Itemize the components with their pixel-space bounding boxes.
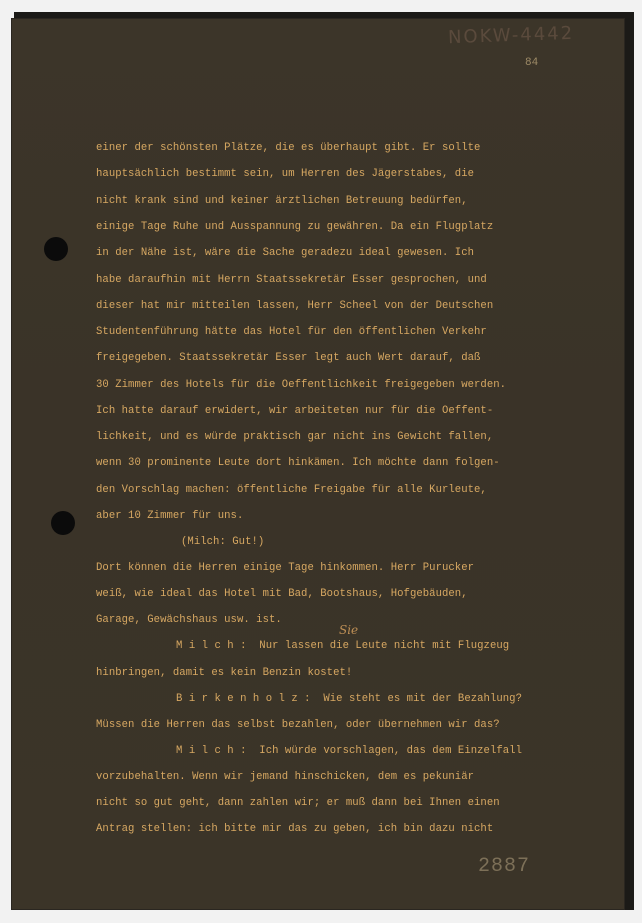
punch-hole-bottom <box>51 511 75 535</box>
text-line: B i r k e n h o l z : Wie steht es mit der Bezahlung? <box>176 693 522 705</box>
text-line: M i l c h : Nur lassen die Leute nicht mit Flugzeug <box>176 640 510 652</box>
text-line: einige Tage Ruhe und Ausspannung zu gewähren. Da ein Flugplatz <box>96 221 494 233</box>
text-line: M i l c h : Ich würde vorschlagen, das dem Einzelfall <box>176 745 522 757</box>
text-line: (Milch: Gut!) <box>181 536 265 548</box>
text-line: nicht so gut geht, dann zahlen wir; er muß dann bei Ihnen einen <box>96 797 500 809</box>
text-line: aber 10 Zimmer für uns. <box>96 510 244 522</box>
handwritten-note: Sie <box>339 623 359 637</box>
document-page <box>11 18 625 910</box>
text-line: freigegeben. Staatssekretär Esser legt auch Wert darauf, daß <box>96 352 481 364</box>
text-line: wenn 30 prominente Leute dort hinkämen. Ich möchte dann folgen- <box>96 457 500 469</box>
punch-hole-top <box>44 237 68 261</box>
text-line: habe daraufhin mit Herrn Staatssekretär Esser gesprochen, und <box>96 274 487 286</box>
text-line: hinbringen, damit es kein Benzin kostet! <box>96 667 353 679</box>
text-line: vorzubehalten. Wenn wir jemand hinschicken, dem es pekuniär <box>96 771 475 783</box>
archive-number: 2887 <box>478 855 531 878</box>
text-line: den Vorschlag machen: öffentliche Freigabe für alle Kurleute, <box>96 484 487 496</box>
text-line: in der Nähe ist, wäre die Sache geradezu ideal gewesen. Ich <box>96 247 475 259</box>
text-line: nicht krank sind und keiner ärztlichen Betreuung bedürfen, <box>96 195 468 207</box>
text-line: lichkeit, und es würde praktisch gar nicht ins Gewicht fallen, <box>96 431 494 443</box>
text-line: Müssen die Herren das selbst bezahlen, oder übernehmen wir das? <box>96 719 500 731</box>
text-line: einer der schönsten Plätze, die es überhaupt gibt. Er sollte <box>96 142 481 154</box>
text-line: Studentenführung hätte das Hotel für den öffentlichen Verkehr <box>96 326 487 338</box>
text-line: hauptsächlich bestimmt sein, um Herren des Jägerstabes, die <box>96 168 475 180</box>
text-line: dieser hat mir mitteilen lassen, Herr Scheel von der Deutschen <box>96 300 494 312</box>
text-line: Antrag stellen: ich bitte mir das zu geben, ich bin dazu nicht <box>96 823 494 835</box>
text-line: 30 Zimmer des Hotels für die Oeffentlichkeit freigegeben werden. <box>96 379 507 391</box>
text-line: weiß, wie ideal das Hotel mit Bad, Bootshaus, Hofgebäuden, <box>96 588 468 600</box>
page-number: 84 <box>525 57 539 69</box>
archive-stamp: NOKW-4442 <box>447 22 575 49</box>
text-line: Garage, Gewächshaus usw. ist. <box>96 614 282 626</box>
text-line: Dort können die Herren einige Tage hinkommen. Herr Purucker <box>96 562 475 574</box>
text-line: Ich hatte darauf erwidert, wir arbeiteten nur für die Oeffent- <box>96 405 494 417</box>
